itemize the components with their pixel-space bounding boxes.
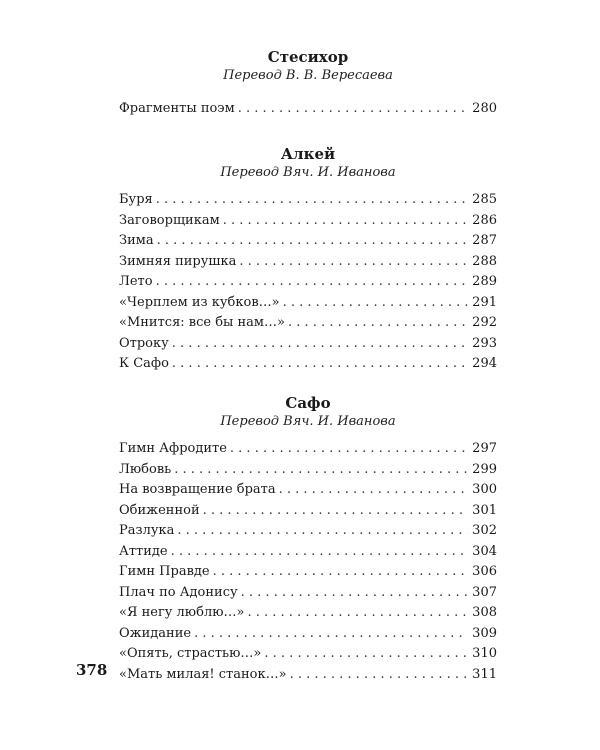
- dot-leader: [156, 272, 469, 293]
- dot-leader: [174, 460, 468, 481]
- toc-entry-title: Разлука: [119, 523, 175, 538]
- dot-leader: [171, 542, 469, 563]
- toc-entry-page: 287: [472, 233, 497, 248]
- toc-entry[interactable]: [119, 624, 497, 645]
- toc-entry-page: 300: [472, 482, 497, 497]
- toc-section-sappho: [119, 393, 497, 682]
- toc-entry-page: 308: [472, 605, 497, 620]
- dot-leader: [239, 252, 468, 273]
- toc-entry-title: Заговорщикам: [119, 212, 220, 228]
- toc-entries: [119, 190, 497, 375]
- toc-entries: [119, 99, 497, 120]
- toc-entry-page: 304: [472, 543, 497, 559]
- toc-entry[interactable]: [119, 644, 497, 665]
- toc-entry-title: Гимн Афродите: [119, 441, 227, 456]
- toc-entry-title: «Черплем из кубков…»: [119, 294, 280, 310]
- dot-leader: [203, 501, 469, 522]
- dot-leader: [172, 334, 468, 355]
- toc-entry[interactable]: [119, 334, 497, 355]
- dot-leader: [264, 644, 468, 665]
- dot-leader: [283, 293, 469, 314]
- section-translator: Перевод Вяч. И. Иванова: [220, 165, 396, 180]
- toc-entry-page: 310: [472, 646, 497, 661]
- toc-entry[interactable]: [119, 501, 497, 522]
- toc-entry[interactable]: [119, 521, 497, 542]
- section-title: Сафо: [285, 394, 331, 412]
- dot-leader: [172, 354, 468, 375]
- toc-entry-page: 302: [472, 523, 497, 538]
- toc-entry-title: «Мнится: все бы нам…»: [119, 315, 285, 330]
- toc-entry[interactable]: [119, 252, 497, 273]
- toc-section-alcaeus: [119, 144, 497, 371]
- toc-entry[interactable]: [119, 313, 497, 334]
- toc-entry-title: Лето: [119, 274, 153, 289]
- toc-entry-title: Фрагменты поэм: [119, 101, 235, 116]
- toc-entry-title: «Опять, страстью…»: [119, 646, 262, 661]
- toc-entry[interactable]: [119, 190, 497, 211]
- toc-entry[interactable]: [119, 583, 497, 604]
- dot-leader: [156, 190, 468, 211]
- toc-entry[interactable]: [119, 460, 497, 481]
- dot-leader: [157, 231, 469, 252]
- toc-entry-page: 291: [472, 294, 497, 310]
- toc-entry-title: Любовь: [119, 461, 172, 477]
- dot-leader: [223, 211, 468, 232]
- toc-entry[interactable]: [119, 542, 497, 563]
- toc-entry-page: 289: [472, 274, 497, 289]
- section-title: Стесихор: [267, 48, 349, 66]
- toc-entry-title: Зимняя пирушка: [119, 253, 237, 269]
- toc-entry[interactable]: [119, 231, 497, 252]
- toc-entry-page: 292: [472, 315, 497, 330]
- toc-entry-title: Аттиде: [119, 543, 168, 559]
- toc-entry[interactable]: [119, 99, 497, 120]
- toc-entry[interactable]: [119, 665, 497, 686]
- toc-entry[interactable]: [119, 603, 497, 624]
- toc-entry[interactable]: [119, 272, 497, 293]
- toc-entry[interactable]: [119, 562, 497, 583]
- dot-leader: [238, 99, 468, 120]
- toc-entry-title: На возвращение брата: [119, 482, 276, 497]
- toc-entry-page: 294: [472, 356, 497, 371]
- toc-entry[interactable]: [119, 354, 497, 375]
- toc-entry[interactable]: [119, 293, 497, 314]
- toc-entry-title: «Я негу люблю…»: [119, 605, 245, 620]
- dot-leader: [279, 480, 469, 501]
- toc-entry-title: Плач по Адонису: [119, 584, 238, 600]
- toc-entry-title: Буря: [119, 192, 153, 207]
- toc-entry-page: 301: [472, 502, 497, 518]
- toc-entry-page: 309: [472, 625, 497, 641]
- toc-entry-title: Отроку: [119, 335, 169, 351]
- section-translator: Перевод В. В. Вересаева: [223, 68, 393, 83]
- toc-entry-page: 293: [472, 335, 497, 351]
- toc-entry-title: Зима: [119, 233, 154, 248]
- toc-entry-page: 297: [472, 441, 497, 456]
- toc-entry-page: 311: [472, 666, 497, 682]
- toc-entry[interactable]: [119, 480, 497, 501]
- dot-leader: [241, 583, 469, 604]
- toc-entry-title: Гимн Правде: [119, 564, 210, 579]
- toc-entry-page: 280: [472, 101, 497, 116]
- dot-leader: [288, 313, 468, 334]
- toc-entry-title: Обиженной: [119, 502, 200, 518]
- dot-leader: [213, 562, 469, 583]
- toc-entry[interactable]: [119, 211, 497, 232]
- dot-leader: [194, 624, 468, 645]
- section-title: Алкей: [280, 145, 336, 163]
- section-translator: Перевод Вяч. И. Иванова: [220, 414, 396, 429]
- toc-entry-page: 307: [472, 584, 497, 600]
- toc-entry-page: 285: [472, 192, 497, 207]
- toc-entries: [119, 439, 497, 685]
- page-number: 378: [76, 661, 108, 679]
- toc-entry-page: 288: [472, 253, 497, 269]
- dot-leader: [177, 521, 468, 542]
- toc-entry-page: 286: [472, 212, 497, 228]
- dot-leader: [230, 439, 468, 460]
- toc-entry-title: Ожидание: [119, 625, 192, 641]
- toc-entry-page: 299: [472, 461, 497, 477]
- dot-leader: [247, 603, 468, 624]
- toc-entry[interactable]: [119, 439, 497, 460]
- toc-entry-title: К Сафо: [119, 356, 169, 371]
- toc-entry-title: «Мать милая! станок…»: [119, 666, 287, 682]
- toc-entry-page: 306: [472, 564, 497, 579]
- toc-section-stesichorus: [119, 47, 497, 116]
- dot-leader: [290, 665, 469, 686]
